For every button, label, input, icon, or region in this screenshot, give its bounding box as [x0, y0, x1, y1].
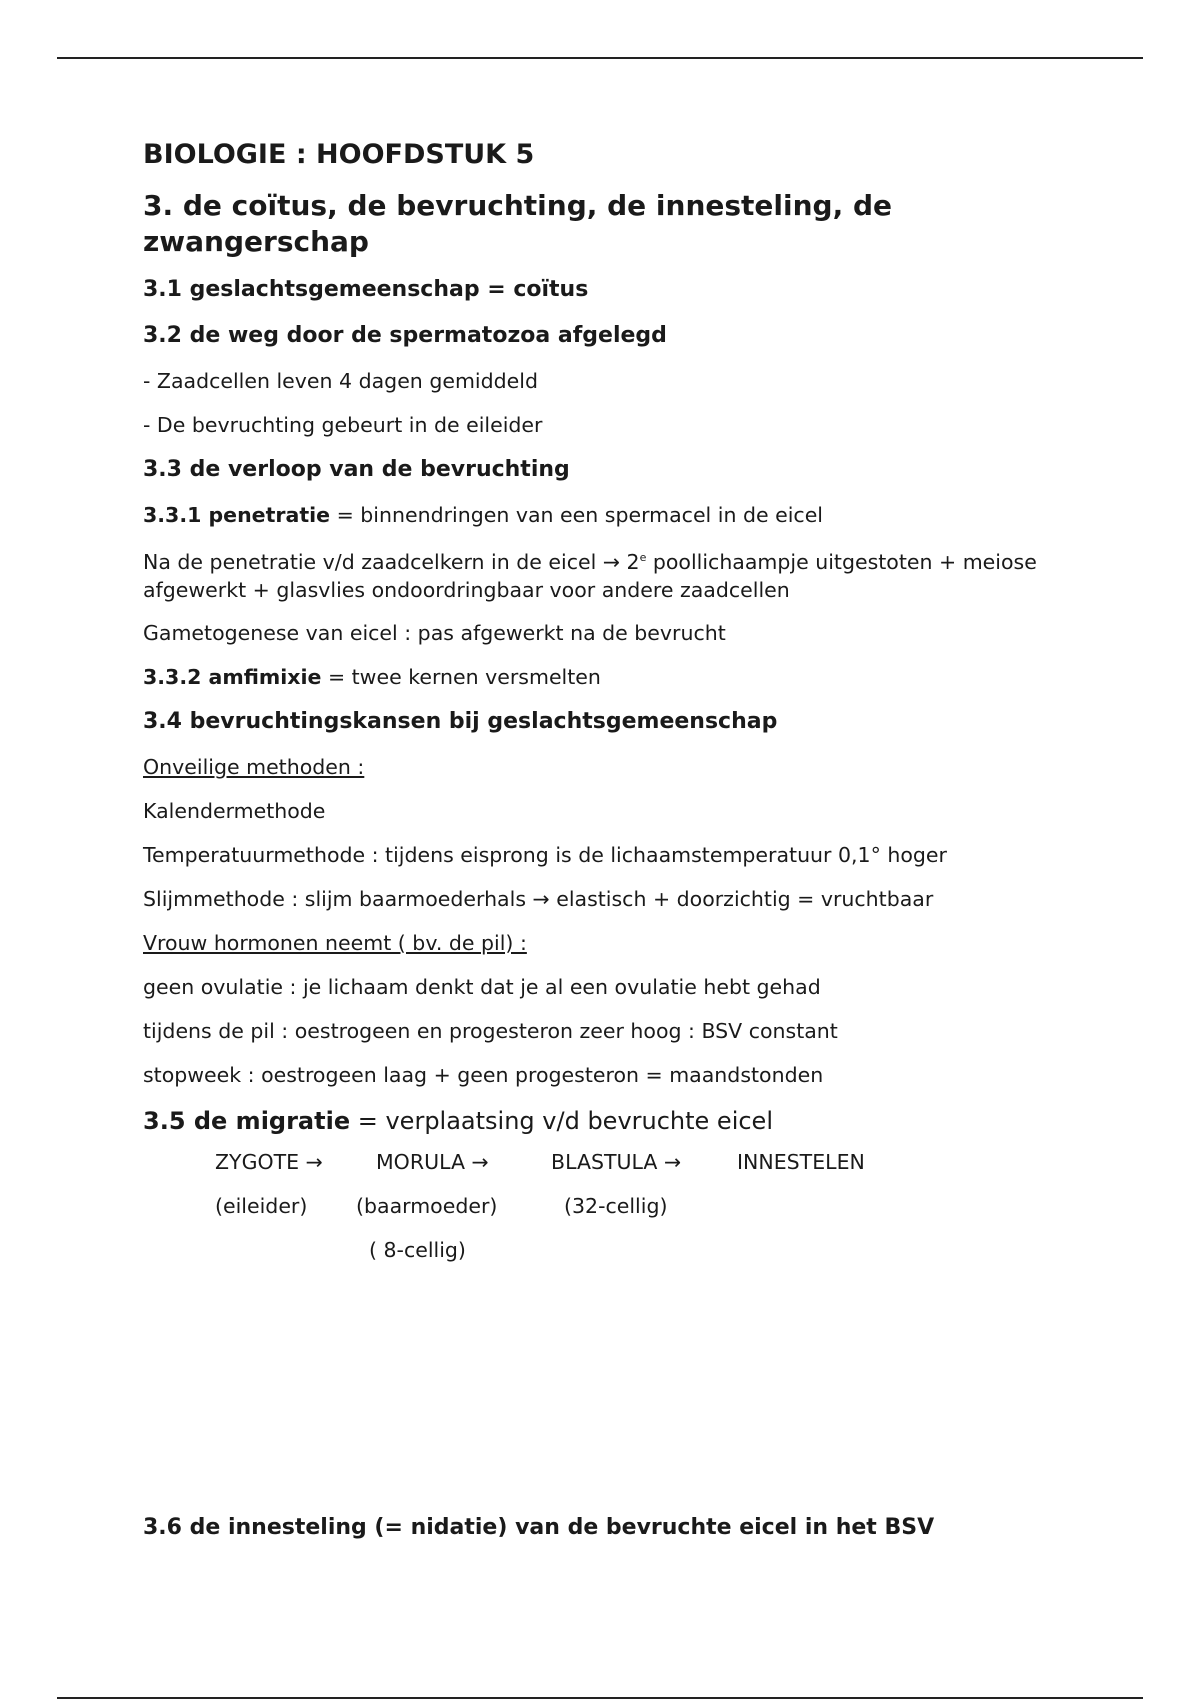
penetration-paragraph: Na de penetratie v/d zaadcelkern in de eicel → $2^e$ poollichaampje uitgestoten + meiose afgewerkt + glasvlies ondoordringbaar voor andere zaadcellen: [143, 544, 1083, 604]
hormone-line: tijdens de pil : oestrogeen en progesteron zeer hoog : BSV constant: [143, 1018, 838, 1043]
unsafe-methods-label: Onveilige methoden :: [143, 754, 365, 779]
stage-blastula: BLASTULA →: [551, 1150, 681, 1174]
extra-row: [143, 1238, 1083, 1282]
slime-method: Slijmmethode : slijm baarmoederhals → elastisch + doorzichtig = vruchtbaar: [143, 884, 1083, 914]
stage-zygote: ZYGOTE →: [215, 1150, 323, 1174]
migratie-label: 3.5 de migratie: [143, 1106, 351, 1135]
section-3-4-heading: 3.4 bevruchtingskansen bij geslachtsgemeenschap: [143, 708, 778, 734]
stage-innestelen: INNESTELEN: [737, 1149, 865, 1174]
section-3-6-heading: 3.6 de innesteling (= nidatie) van de bevruchte eicel in het BSV: [143, 1514, 935, 1540]
migratie-definition: = verplaatsing v/d bevruchte eicel: [350, 1106, 773, 1135]
section-3-1-heading: 3.1 geslachtsgemeenschap = coïtus: [143, 277, 589, 302]
list-item: - De bevruchting gebeurt in de eileider: [143, 413, 543, 437]
section-3-5-heading: [143, 1104, 1083, 1138]
place-32-cellig: (32-cellig): [564, 1193, 668, 1218]
place-row: [143, 1194, 1083, 1238]
section-3-2-heading: 3.2 de weg door de spermatozoa afgelegd: [143, 323, 667, 348]
penetratie-definition: = binnendringen van een spermacel in de eicel: [330, 503, 824, 527]
place-baarmoeder: (baarmoeder): [356, 1193, 498, 1218]
document-body: [143, 138, 1083, 1558]
penetratie-line: [143, 500, 1083, 530]
list-item: - Zaadcellen leven 4 dagen gemiddeld: [143, 369, 538, 393]
bottom-rule: [57, 1697, 1143, 1699]
section-3-3-heading: 3.3 de verloop van de bevruchting: [143, 457, 570, 482]
gametogenese-line: Gametogenese van eicel : pas afgewerkt na de bevrucht: [143, 620, 726, 645]
amfimixie-line: [143, 662, 1083, 692]
hormone-line: stopweek : oestrogeen laag + geen progesteron = maandstonden: [143, 1062, 824, 1087]
document-title: BIOLOGIE : HOOFDSTUK 5: [143, 139, 535, 170]
stage-row: [143, 1150, 1083, 1194]
top-rule: [57, 57, 1143, 59]
right-arrow-icon: [664, 1150, 681, 1174]
place-eileider: (eileider): [215, 1193, 308, 1218]
penetratie-label: 3.3.1 penetratie: [143, 503, 331, 527]
hormone-label: Vrouw hormonen neemt ( bv. de pil) :: [143, 930, 527, 955]
calendar-method: Kalendermethode: [143, 798, 326, 823]
chapter-heading: 3. de coïtus, de bevruchting, de innesteling, de zwangerschap: [143, 189, 892, 258]
place-8-cellig: ( 8-cellig): [369, 1237, 466, 1262]
right-arrow-icon: [472, 1150, 489, 1174]
amfimixie-label: 3.3.2 amfimixie: [143, 664, 322, 689]
stage-morula: MORULA →: [376, 1150, 489, 1174]
right-arrow-icon: [603, 550, 620, 574]
right-arrow-icon: [306, 1150, 323, 1174]
hormone-line: geen ovulatie : je lichaam denkt dat je al een ovulatie hebt gehad: [143, 974, 821, 999]
right-arrow-icon: [533, 887, 550, 911]
temperature-method: Temperatuurmethode : tijdens eisprong is de lichaamstemperatuur 0,1° hoger: [143, 842, 947, 867]
amfimixie-definition: = twee kernen versmelten: [321, 664, 601, 689]
